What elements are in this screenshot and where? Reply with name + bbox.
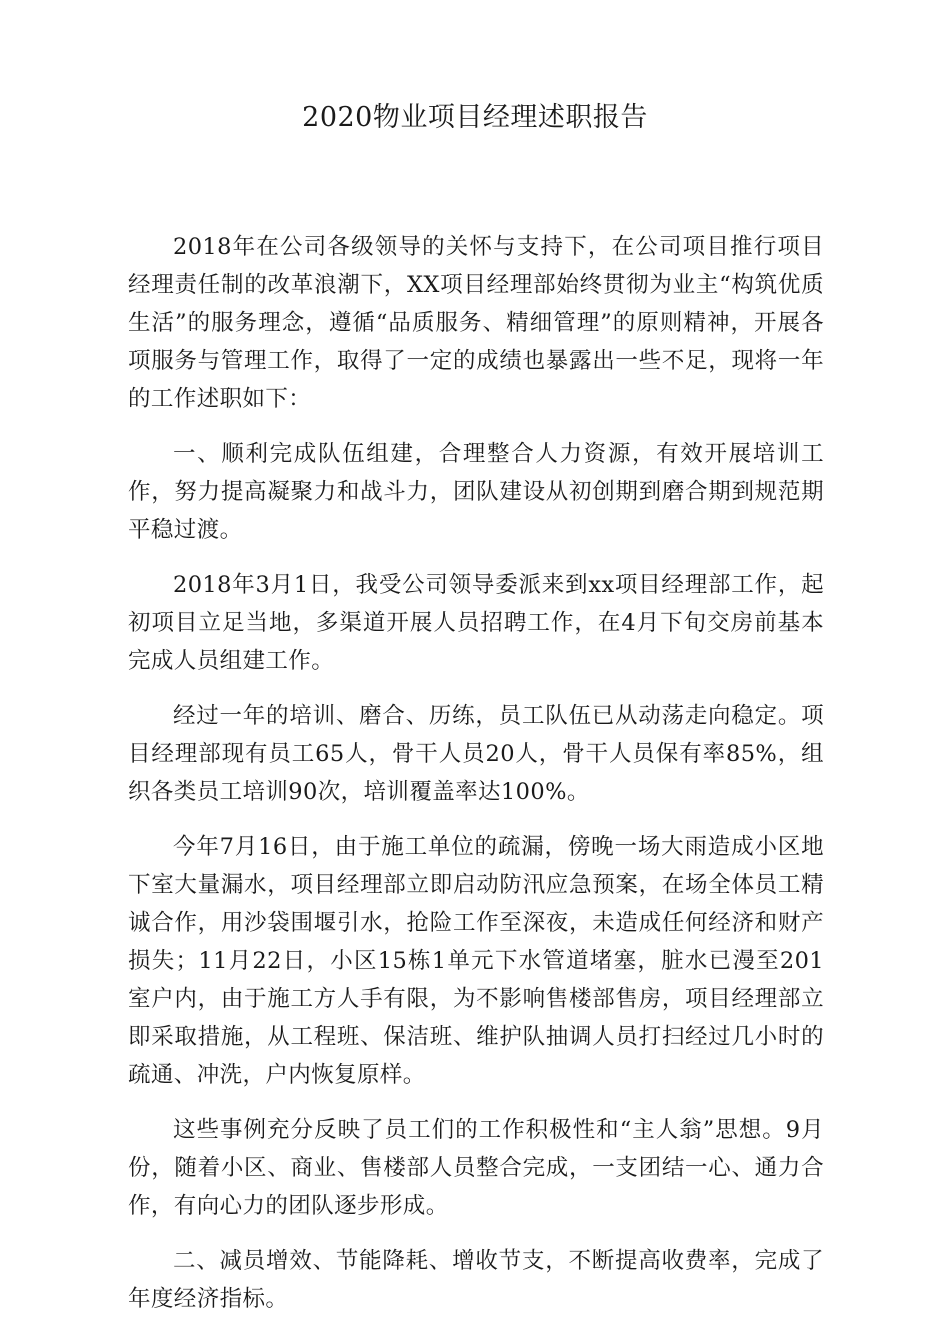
- paragraph-incidents: 今年7月16日，由于施工单位的疏漏，傍晚一场大雨造成小区地下室大量漏水，项目经理部立即启动防汛应急预案，在场全体员工精诚合作，用沙袋围堰引水，抢险工作至深夜，未造成任何经济和财产损失；11月22日，小区15栋1单元下水管道堵塞，脏水已漫至201室户内，由于施工方人手有限，为不影响售楼部售房，项目经理部立即采取措施，从工程班、保洁班、维护队抽调人员打扫经过几小时的疏通、冲洗，户内恢复原样。: [128, 834, 824, 1088]
- document-body: [128, 228, 824, 1335]
- document-title: 2020物业项目经理述职报告: [302, 102, 648, 133]
- paragraph-staff-stats: 经过一年的培训、磨合、历练，员工队伍已从动荡走向稳定。项目经理部现有员工65人，骨干人员20人，骨干人员保有率85%，组织各类员工培训90次，培训覆盖率达100%。: [128, 703, 824, 805]
- paragraph-section-one-heading: 一、顺利完成队伍组建，合理整合人力资源，有效开展培训工作，努力提高凝聚力和战斗力，团队建设从初创期到磨合期到规范期平稳过渡。: [128, 441, 824, 543]
- paragraph-intro: 2018年在公司各级领导的关怀与支持下，在公司项目推行项目经理责任制的改革浪潮下，XX项目经理部始终贯彻为业主“构筑优质生活”的服务理念，遵循“品质服务、精细管理”的原则精神，开展各项服务与管理工作，取得了一定的成绩也暴露出一些不足，现将一年的工作述职如下：: [128, 234, 824, 412]
- paragraph-team-spirit: 这些事例充分反映了员工们的工作积极性和“主人翁”思想。9月份，随着小区、商业、售楼部人员整合完成，一支团结一心、通力合作，有向心力的团队逐步形成。: [128, 1117, 824, 1219]
- paragraph-section-two-heading: 二、减员增效、节能降耗、增收节支，不断提高收费率，完成了年度经济指标。: [128, 1248, 824, 1312]
- paragraph-team-formation: 2018年3月1日，我受公司领导委派来到xx项目经理部工作，起初项目立足当地，多渠道开展人员招聘工作，在4月下旬交房前基本完成人员组建工作。: [128, 572, 824, 674]
